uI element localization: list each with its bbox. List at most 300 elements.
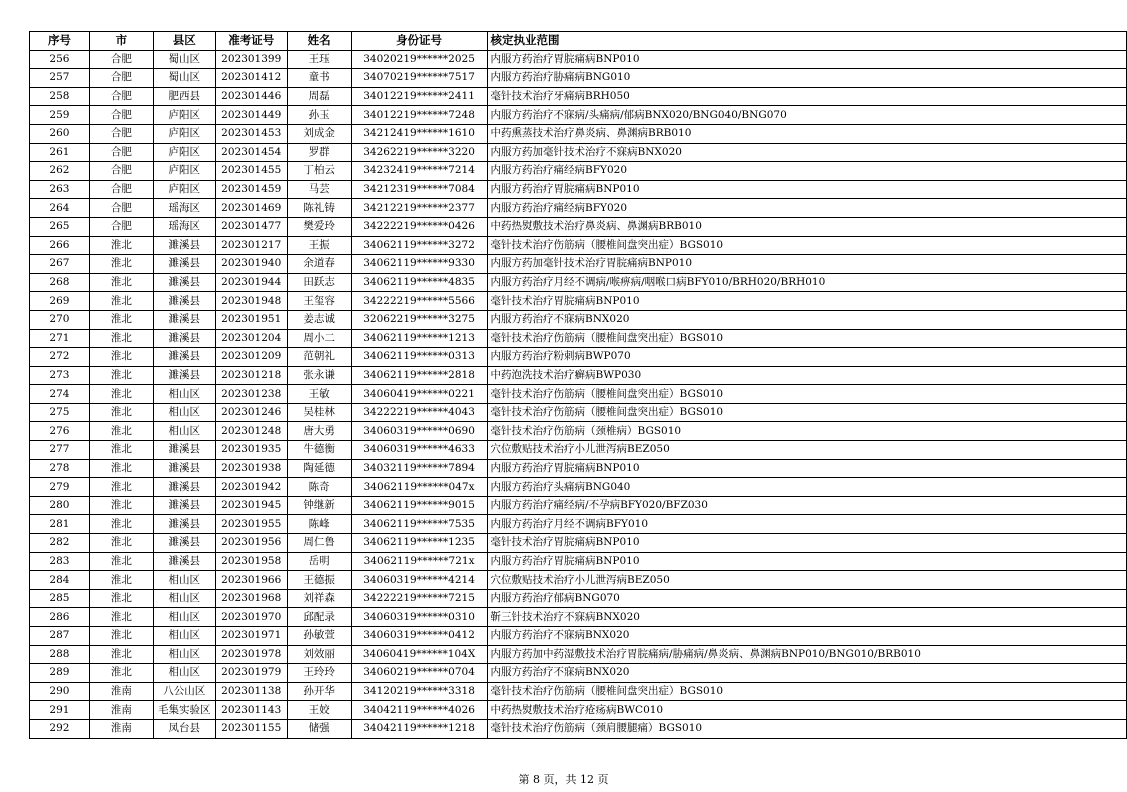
cell-practice-scope: 穴位敷贴技术治疗小儿泄泻病BEZ050 <box>487 571 1126 590</box>
cell-practice-scope: 中药热熨敷技术治疗鼻炎病、鼻渊病BRB010 <box>487 217 1126 236</box>
cell-serial: 262 <box>30 162 90 181</box>
cell-serial: 286 <box>30 608 90 627</box>
cell-serial: 279 <box>30 478 90 497</box>
cell-practice-scope: 毫针技术治疗伤筋病（腰椎间盘突出症）BGS010 <box>487 329 1126 348</box>
cell-district: 庐阳区 <box>153 180 215 199</box>
cell-name: 孙开华 <box>287 682 351 701</box>
cell-practice-scope: 毫针技术治疗伤筋病（腰椎间盘突出症）BGS010 <box>487 682 1126 701</box>
cell-exam-number: 202301449 <box>215 106 287 125</box>
table-row <box>30 106 1127 125</box>
cell-name: 刘成金 <box>287 124 351 143</box>
cell-district: 庐阳区 <box>153 143 215 162</box>
column-header-exam-number: 准考证号 <box>215 32 287 51</box>
cell-name: 余道春 <box>287 255 351 274</box>
table-row <box>30 236 1127 255</box>
cell-name: 陈奇 <box>287 478 351 497</box>
cell-practice-scope: 内服方药治疗月经不调病/喉痹病/咽喉口病BFY010/BRH020/BRH010 <box>487 273 1126 292</box>
cell-id-number: 34012219******7248 <box>351 106 487 125</box>
table-row <box>30 87 1127 106</box>
cell-serial: 268 <box>30 273 90 292</box>
cell-district: 肥西县 <box>153 87 215 106</box>
cell-id-number: 34222219******5566 <box>351 292 487 311</box>
cell-practice-scope: 穴位敷贴技术治疗小儿泄泻病BEZ050 <box>487 441 1126 460</box>
cell-id-number: 34120219******3318 <box>351 682 487 701</box>
table-row <box>30 441 1127 460</box>
cell-name: 姜志诚 <box>287 310 351 329</box>
cell-city: 淮北 <box>89 589 153 608</box>
table-row <box>30 422 1127 441</box>
table-row <box>30 199 1127 218</box>
table-row <box>30 143 1127 162</box>
cell-serial: 280 <box>30 496 90 515</box>
cell-name: 孙玉 <box>287 106 351 125</box>
cell-name: 丁柏云 <box>287 162 351 181</box>
cell-practice-scope: 内服方药治疗胁痛病BNG010 <box>487 69 1126 88</box>
cell-name: 王敏 <box>287 385 351 404</box>
table-row <box>30 571 1127 590</box>
cell-id-number: 34062119******2818 <box>351 366 487 385</box>
cell-city: 淮北 <box>89 459 153 478</box>
cell-district: 濉溪县 <box>153 236 215 255</box>
cell-serial: 275 <box>30 403 90 422</box>
cell-practice-scope: 内服方药治疗粉刺病BWP070 <box>487 348 1126 367</box>
cell-serial: 261 <box>30 143 90 162</box>
cell-serial: 274 <box>30 385 90 404</box>
cell-serial: 272 <box>30 348 90 367</box>
cell-city: 淮北 <box>89 478 153 497</box>
cell-exam-number: 202301968 <box>215 589 287 608</box>
cell-name: 陈峰 <box>287 515 351 534</box>
cell-name: 唐大勇 <box>287 422 351 441</box>
table-row <box>30 348 1127 367</box>
cell-name: 孙敏萱 <box>287 627 351 646</box>
table-row <box>30 608 1127 627</box>
cell-district: 蜀山区 <box>153 50 215 69</box>
cell-city: 合肥 <box>89 106 153 125</box>
cell-exam-number: 202301459 <box>215 180 287 199</box>
cell-serial: 266 <box>30 236 90 255</box>
column-header-city: 市 <box>89 32 153 51</box>
cell-practice-scope: 中药熏蒸技术治疗鼻炎病、鼻渊病BRB010 <box>487 124 1126 143</box>
table-row <box>30 664 1127 683</box>
cell-district: 濉溪县 <box>153 441 215 460</box>
cell-district: 相山区 <box>153 403 215 422</box>
cell-exam-number: 202301204 <box>215 329 287 348</box>
cell-district: 庐阳区 <box>153 106 215 125</box>
table-row <box>30 50 1127 69</box>
cell-exam-number: 202301454 <box>215 143 287 162</box>
cell-id-number: 32062219******3275 <box>351 310 487 329</box>
cell-city: 淮北 <box>89 608 153 627</box>
cell-name: 岳明 <box>287 552 351 571</box>
cell-exam-number: 202301979 <box>215 664 287 683</box>
cell-exam-number: 202301246 <box>215 403 287 422</box>
cell-city: 淮北 <box>89 515 153 534</box>
cell-city: 淮南 <box>89 682 153 701</box>
cell-district: 相山区 <box>153 608 215 627</box>
cell-city: 合肥 <box>89 87 153 106</box>
cell-district: 相山区 <box>153 571 215 590</box>
cell-exam-number: 202301477 <box>215 217 287 236</box>
cell-serial: 264 <box>30 199 90 218</box>
table-row <box>30 496 1127 515</box>
cell-exam-number: 202301218 <box>215 366 287 385</box>
cell-name: 储强 <box>287 719 351 738</box>
cell-name: 刘效丽 <box>287 645 351 664</box>
cell-practice-scope: 毫针技术治疗胃脘痛病BNP010 <box>487 292 1126 311</box>
cell-serial: 267 <box>30 255 90 274</box>
cell-practice-scope: 毫针技术治疗伤筋病（腰椎间盘突出症）BGS010 <box>487 403 1126 422</box>
cell-id-number: 34212419******1610 <box>351 124 487 143</box>
cell-practice-scope: 内服方药治疗不寐病/头痛病/郁病BNX020/BNG040/BNG070 <box>487 106 1126 125</box>
table-row <box>30 329 1127 348</box>
table-row <box>30 310 1127 329</box>
cell-serial: 289 <box>30 664 90 683</box>
cell-city: 合肥 <box>89 124 153 143</box>
cell-district: 相山区 <box>153 627 215 646</box>
cell-district: 濉溪县 <box>153 292 215 311</box>
cell-city: 淮北 <box>89 571 153 590</box>
cell-city: 合肥 <box>89 162 153 181</box>
cell-id-number: 34070219******7517 <box>351 69 487 88</box>
column-header-practice-scope: 核定执业范围 <box>487 32 1126 51</box>
cell-district: 瑶海区 <box>153 199 215 218</box>
cell-serial: 287 <box>30 627 90 646</box>
table-row <box>30 69 1127 88</box>
cell-practice-scope: 内服方药治疗胃脘痛病BNP010 <box>487 552 1126 571</box>
cell-serial: 265 <box>30 217 90 236</box>
cell-name: 周仁鲁 <box>287 534 351 553</box>
table-row <box>30 645 1127 664</box>
cell-practice-scope: 靳三针技术治疗不寐病BNX020 <box>487 608 1126 627</box>
cell-district: 八公山区 <box>153 682 215 701</box>
cell-practice-scope: 内服方药治疗郁病BNG070 <box>487 589 1126 608</box>
cell-name: 张永谦 <box>287 366 351 385</box>
cell-name: 刘祥森 <box>287 589 351 608</box>
cell-practice-scope: 内服方药加毫针技术治疗胃脘痛病BNP010 <box>487 255 1126 274</box>
cell-id-number: 34222219******0426 <box>351 217 487 236</box>
cell-city: 淮北 <box>89 664 153 683</box>
cell-serial: 291 <box>30 701 90 720</box>
cell-exam-number: 202301138 <box>215 682 287 701</box>
cell-id-number: 34060319******0310 <box>351 608 487 627</box>
cell-name: 周磊 <box>287 87 351 106</box>
cell-id-number: 34060319******0690 <box>351 422 487 441</box>
cell-practice-scope: 内服方药治疗胃脘痛病BNP010 <box>487 50 1126 69</box>
cell-practice-scope: 毫针技术治疗伤筋病（腰椎间盘突出症）BGS010 <box>487 385 1126 404</box>
cell-city: 合肥 <box>89 50 153 69</box>
cell-name: 邱配录 <box>287 608 351 627</box>
cell-id-number: 34062119******9330 <box>351 255 487 274</box>
cell-exam-number: 202301971 <box>215 627 287 646</box>
cell-name: 王振 <box>287 236 351 255</box>
cell-district: 濉溪县 <box>153 255 215 274</box>
cell-exam-number: 202301951 <box>215 310 287 329</box>
table-header-row <box>30 32 1127 51</box>
cell-city: 淮北 <box>89 422 153 441</box>
cell-exam-number: 202301455 <box>215 162 287 181</box>
cell-city: 淮北 <box>89 645 153 664</box>
cell-district: 相山区 <box>153 422 215 441</box>
cell-serial: 263 <box>30 180 90 199</box>
cell-exam-number: 202301446 <box>215 87 287 106</box>
cell-district: 凤台县 <box>153 719 215 738</box>
cell-name: 范朝礼 <box>287 348 351 367</box>
column-header-name: 姓名 <box>287 32 351 51</box>
cell-city: 淮北 <box>89 310 153 329</box>
column-header-id-number: 身份证号 <box>351 32 487 51</box>
cell-exam-number: 202301945 <box>215 496 287 515</box>
cell-district: 濉溪县 <box>153 478 215 497</box>
cell-exam-number: 202301399 <box>215 50 287 69</box>
cell-city: 淮北 <box>89 292 153 311</box>
cell-name: 罗群 <box>287 143 351 162</box>
cell-district: 濉溪县 <box>153 348 215 367</box>
table-row <box>30 701 1127 720</box>
cell-practice-scope: 内服方药治疗胃脘痛病BNP010 <box>487 459 1126 478</box>
cell-name: 周小二 <box>287 329 351 348</box>
cell-district: 瑶海区 <box>153 217 215 236</box>
cell-name: 王玲玲 <box>287 664 351 683</box>
cell-exam-number: 202301948 <box>215 292 287 311</box>
cell-id-number: 34222219******7215 <box>351 589 487 608</box>
cell-city: 淮北 <box>89 273 153 292</box>
cell-id-number: 34042119******1218 <box>351 719 487 738</box>
cell-city: 淮北 <box>89 552 153 571</box>
cell-id-number: 34212219******2377 <box>351 199 487 218</box>
cell-id-number: 34062119******1235 <box>351 534 487 553</box>
cell-serial: 258 <box>30 87 90 106</box>
cell-name: 王玺容 <box>287 292 351 311</box>
table-row <box>30 292 1127 311</box>
table-row <box>30 162 1127 181</box>
cell-practice-scope: 中药泡洗技术治疗癣病BWP030 <box>487 366 1126 385</box>
table-row <box>30 719 1127 738</box>
cell-city: 淮北 <box>89 534 153 553</box>
column-header-serial: 序号 <box>30 32 90 51</box>
cell-serial: 276 <box>30 422 90 441</box>
results-table <box>29 31 1127 739</box>
cell-exam-number: 202301248 <box>215 422 287 441</box>
cell-serial: 284 <box>30 571 90 590</box>
cell-name: 童书 <box>287 69 351 88</box>
cell-name: 陶延德 <box>287 459 351 478</box>
cell-id-number: 34060419******104X <box>351 645 487 664</box>
table-row <box>30 589 1127 608</box>
cell-district: 濉溪县 <box>153 329 215 348</box>
cell-id-number: 34062119******1213 <box>351 329 487 348</box>
cell-district: 庐阳区 <box>153 124 215 143</box>
cell-id-number: 34062119******7535 <box>351 515 487 534</box>
cell-practice-scope: 内服方药加中药湿敷技术治疗胃脘痛病/胁痛病/鼻炎病、鼻渊病BNP010/BNG010/BRB010 <box>487 645 1126 664</box>
cell-serial: 256 <box>30 50 90 69</box>
table-row <box>30 627 1127 646</box>
cell-district: 相山区 <box>153 589 215 608</box>
table-row <box>30 366 1127 385</box>
cell-district: 蜀山区 <box>153 69 215 88</box>
cell-exam-number: 202301966 <box>215 571 287 590</box>
table-row <box>30 124 1127 143</box>
cell-exam-number: 202301217 <box>215 236 287 255</box>
table-row <box>30 459 1127 478</box>
cell-serial: 290 <box>30 682 90 701</box>
cell-exam-number: 202301970 <box>215 608 287 627</box>
cell-city: 淮北 <box>89 348 153 367</box>
cell-practice-scope: 内服方药治疗不寐病BNX020 <box>487 664 1126 683</box>
cell-exam-number: 202301155 <box>215 719 287 738</box>
cell-exam-number: 202301453 <box>215 124 287 143</box>
cell-id-number: 34062119******047x <box>351 478 487 497</box>
cell-city: 淮北 <box>89 255 153 274</box>
cell-city: 淮北 <box>89 403 153 422</box>
cell-id-number: 34222219******4043 <box>351 403 487 422</box>
cell-id-number: 34060219******0704 <box>351 664 487 683</box>
cell-exam-number: 202301940 <box>215 255 287 274</box>
cell-exam-number: 202301469 <box>215 199 287 218</box>
cell-district: 濉溪县 <box>153 459 215 478</box>
cell-name: 钟继新 <box>287 496 351 515</box>
cell-id-number: 34032119******7894 <box>351 459 487 478</box>
cell-city: 淮北 <box>89 496 153 515</box>
cell-serial: 281 <box>30 515 90 534</box>
cell-city: 合肥 <box>89 199 153 218</box>
cell-district: 濉溪县 <box>153 366 215 385</box>
cell-practice-scope: 毫针技术治疗牙痛病BRH050 <box>487 87 1126 106</box>
cell-id-number: 34212319******7084 <box>351 180 487 199</box>
cell-city: 合肥 <box>89 69 153 88</box>
cell-id-number: 34060419******0221 <box>351 385 487 404</box>
cell-serial: 259 <box>30 106 90 125</box>
cell-practice-scope: 中药热熨敷技术治疗疮疡病BWC010 <box>487 701 1126 720</box>
cell-district: 濉溪县 <box>153 534 215 553</box>
cell-practice-scope: 内服方药治疗不寐病BNX020 <box>487 310 1126 329</box>
cell-district: 相山区 <box>153 385 215 404</box>
cell-exam-number: 202301956 <box>215 534 287 553</box>
cell-district: 毛集实验区 <box>153 701 215 720</box>
cell-serial: 282 <box>30 534 90 553</box>
cell-name: 吴桂林 <box>287 403 351 422</box>
cell-practice-scope: 内服方药加毫针技术治疗不寐病BNX020 <box>487 143 1126 162</box>
cell-serial: 288 <box>30 645 90 664</box>
cell-district: 濉溪县 <box>153 552 215 571</box>
cell-id-number: 34012219******2411 <box>351 87 487 106</box>
table-row <box>30 515 1127 534</box>
cell-city: 淮北 <box>89 236 153 255</box>
table-row <box>30 385 1127 404</box>
cell-district: 相山区 <box>153 645 215 664</box>
cell-name: 陈礼铸 <box>287 199 351 218</box>
cell-exam-number: 202301942 <box>215 478 287 497</box>
cell-practice-scope: 内服方药治疗不寐病BNX020 <box>487 627 1126 646</box>
table-row <box>30 255 1127 274</box>
cell-serial: 269 <box>30 292 90 311</box>
table-row <box>30 534 1127 553</box>
cell-exam-number: 202301938 <box>215 459 287 478</box>
cell-name: 田跃志 <box>287 273 351 292</box>
cell-name: 樊爱玲 <box>287 217 351 236</box>
cell-practice-scope: 内服方药治疗头痛病BNG040 <box>487 478 1126 497</box>
cell-exam-number: 202301209 <box>215 348 287 367</box>
cell-city: 合肥 <box>89 143 153 162</box>
cell-serial: 277 <box>30 441 90 460</box>
cell-serial: 260 <box>30 124 90 143</box>
table-row <box>30 552 1127 571</box>
cell-city: 淮北 <box>89 385 153 404</box>
cell-district: 庐阳区 <box>153 162 215 181</box>
table-body <box>30 50 1127 738</box>
cell-id-number: 34060319******4633 <box>351 441 487 460</box>
table-row <box>30 682 1127 701</box>
cell-exam-number: 202301238 <box>215 385 287 404</box>
cell-practice-scope: 内服方药治疗月经不调病BFY010 <box>487 515 1126 534</box>
cell-exam-number: 202301143 <box>215 701 287 720</box>
table-row <box>30 273 1127 292</box>
cell-serial: 278 <box>30 459 90 478</box>
cell-id-number: 34060319******4214 <box>351 571 487 590</box>
page-footer: 第 8 页，共 12 页 <box>518 773 609 786</box>
table-row <box>30 478 1127 497</box>
cell-practice-scope: 内服方药治疗痛经病/不孕病BFY020/BFZ030 <box>487 496 1126 515</box>
cell-practice-scope: 毫针技术治疗伤筋病（腰椎间盘突出症）BGS010 <box>487 236 1126 255</box>
cell-exam-number: 202301958 <box>215 552 287 571</box>
cell-name: 牛德衡 <box>287 441 351 460</box>
cell-city: 合肥 <box>89 180 153 199</box>
table-row <box>30 217 1127 236</box>
cell-district: 濉溪县 <box>153 496 215 515</box>
cell-id-number: 34060319******0412 <box>351 627 487 646</box>
cell-name: 马芸 <box>287 180 351 199</box>
cell-practice-scope: 毫针技术治疗伤筋病（颈肩腰腿痛）BGS010 <box>487 719 1126 738</box>
cell-serial: 271 <box>30 329 90 348</box>
cell-serial: 292 <box>30 719 90 738</box>
cell-city: 淮南 <box>89 719 153 738</box>
cell-id-number: 34042119******4026 <box>351 701 487 720</box>
cell-city: 淮北 <box>89 441 153 460</box>
cell-id-number: 34062119******721x <box>351 552 487 571</box>
table-row <box>30 403 1127 422</box>
cell-district: 相山区 <box>153 664 215 683</box>
cell-practice-scope: 毫针技术治疗胃脘痛病BNP010 <box>487 534 1126 553</box>
cell-exam-number: 202301978 <box>215 645 287 664</box>
cell-exam-number: 202301944 <box>215 273 287 292</box>
cell-id-number: 34062119******4835 <box>351 273 487 292</box>
cell-city: 淮北 <box>89 366 153 385</box>
cell-id-number: 34062119******9015 <box>351 496 487 515</box>
cell-serial: 257 <box>30 69 90 88</box>
cell-city: 淮北 <box>89 627 153 646</box>
cell-name: 王珏 <box>287 50 351 69</box>
cell-serial: 270 <box>30 310 90 329</box>
cell-id-number: 34020219******2025 <box>351 50 487 69</box>
cell-serial: 285 <box>30 589 90 608</box>
cell-district: 濉溪县 <box>153 310 215 329</box>
results-table-container <box>29 31 1127 739</box>
cell-name: 王德振 <box>287 571 351 590</box>
cell-id-number: 34062119******0313 <box>351 348 487 367</box>
cell-serial: 273 <box>30 366 90 385</box>
cell-city: 淮北 <box>89 329 153 348</box>
cell-id-number: 34262219******3220 <box>351 143 487 162</box>
cell-district: 濉溪县 <box>153 273 215 292</box>
cell-exam-number: 202301412 <box>215 69 287 88</box>
table-row <box>30 180 1127 199</box>
column-header-district: 县区 <box>153 32 215 51</box>
cell-name: 王姣 <box>287 701 351 720</box>
cell-district: 濉溪县 <box>153 515 215 534</box>
cell-practice-scope: 内服方药治疗痛经病BFY020 <box>487 199 1126 218</box>
cell-practice-scope: 内服方药治疗胃脘痛病BNP010 <box>487 180 1126 199</box>
cell-id-number: 34232419******7214 <box>351 162 487 181</box>
